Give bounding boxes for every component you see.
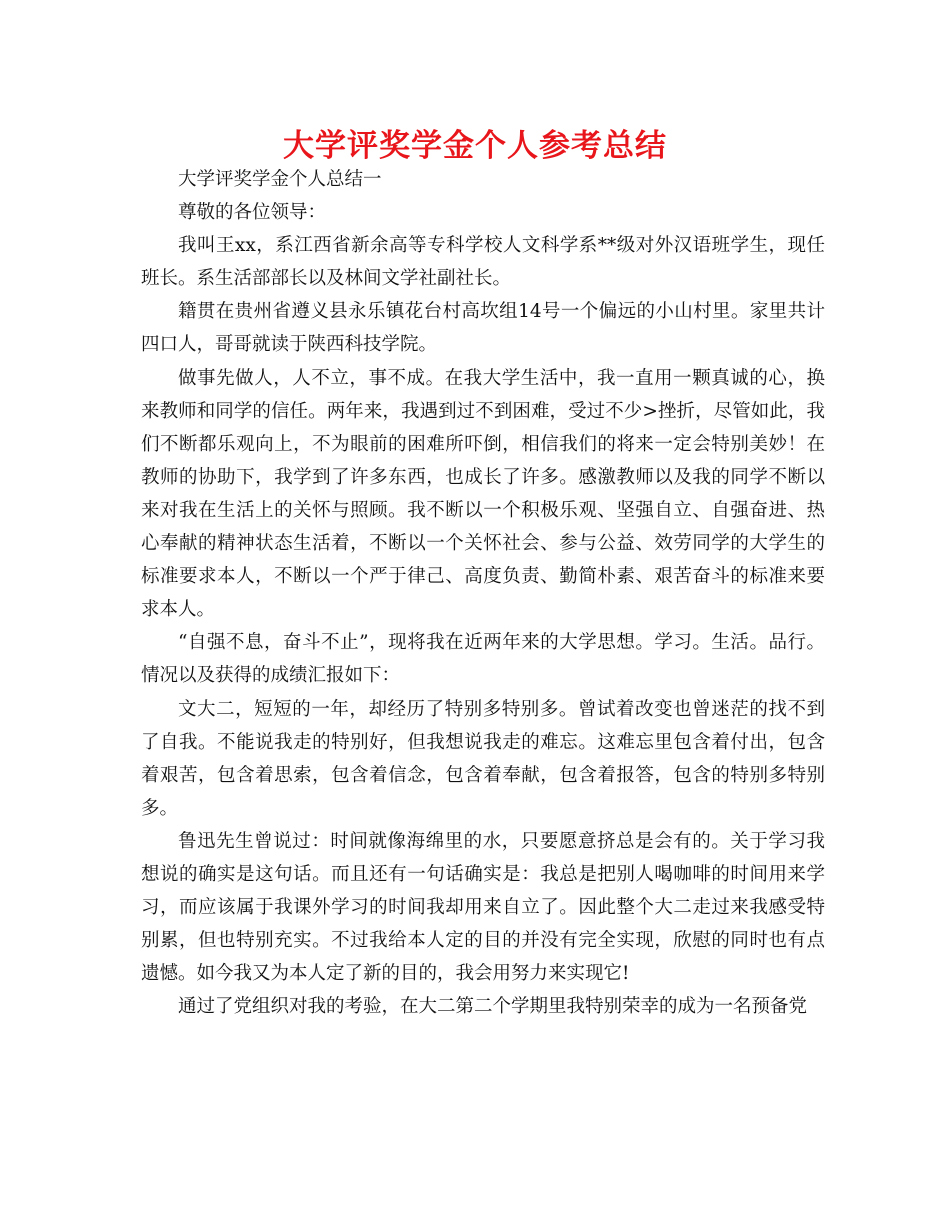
paragraph: 鲁迅先生曾说过：时间就像海绵里的水，只要愿意挤总是会有的。关于学习我想说的确实是这句话。而且还有一句话确实是：我总是把别人喝咖啡的时间用来学习，而应该属于我课外学习的时间我却用来自立了。因此整个大二走过来我感受特别累，但也特别充实。不过我给本人定的目的并没有完全实现，欣慰的同时也有点遗憾。如今我又为本人定了新的目的，我会用努力来实现它! (141, 830, 825, 985)
paragraph: 文大二，短短的一年，却经历了特别多特别多。曾试着改变也曾迷茫的找不到了自我。不能说我走的特别好，但我想说我走的难忘。这难忘里包含着付出，包含着艰苦，包含着思索，包含着信念，包含着奉献，包含着报答，包含的特别多特别多。 (141, 698, 825, 819)
paragraph: “自强不息，奋斗不止”，现将我在近两年来的大学思想。学习。生活。品行。情况以及获得的成绩汇报如下： (141, 632, 825, 687)
paragraph: 我叫王xx，系江西省新余高等专科学校人文科学系**级对外汉语班学生，现任班长。系生活部部长以及林间文学社副社长。 (141, 235, 825, 290)
paragraph: 尊敬的各位领导： (178, 202, 327, 224)
paragraph: 大学评奖学金个人总结一 (178, 169, 382, 190)
paragraph: 通过了党组织对我的考验，在大二第二个学期里我特别荣幸的成为一名预备党 (178, 996, 808, 1018)
document-body (141, 163, 825, 1023)
paragraph: 做事先做人，人不立，事不成。在我大学生活中，我一直用一颗真诚的心，换来教师和同学的信任。两年来，我遇到过不到困难，受过不少>挫折，尽管如此，我们不断都乐观向上，不为眼前的困难所吓倒，相信我们的将来一定会特别美妙！在教师的协助下，我学到了许多东西，也成长了许多。感激教师以及我的同学不断以来对我在生活上的关怀与照顾。我不断以一个积极乐观、坚强自立、自强奋进、热心奉献的精神状态生活着，不断以一个关怀社会、参与公益、效劳同学的大学生的标准要求本人，不断以一个严于律己、高度负责、勤简朴素、艰苦奋斗的标准来要求本人。 (141, 367, 825, 621)
paragraph: 籍贯在贵州省遵义县永乐镇花台村高坎组14号一个偏远的小山村里。家里共计四口人，哥哥就读于陕西科技学院。 (141, 301, 825, 356)
document-title: 大学评奖学金个人参考总结 (283, 128, 667, 164)
